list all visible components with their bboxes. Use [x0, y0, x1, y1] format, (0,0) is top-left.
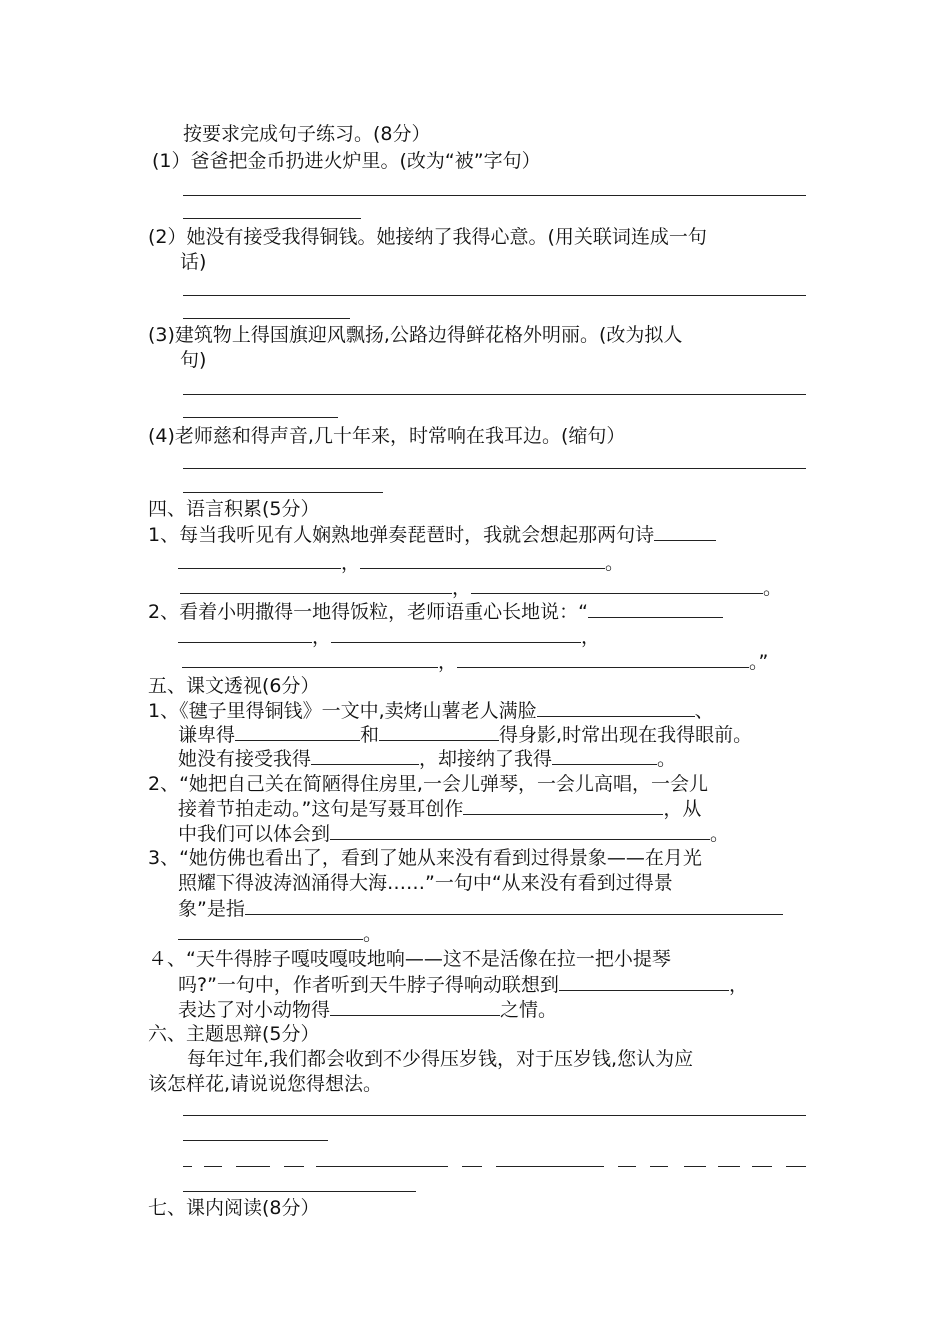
- text: 和: [360, 724, 380, 746]
- blank[interactable]: [559, 973, 729, 991]
- section4-q1-text: 1、每当我听见有人娴熟地弹奏琵琶时，我就会想起那两句诗: [148, 524, 655, 546]
- text: ，从: [663, 798, 702, 820]
- section6-title: 六、主题思辩(5分）: [148, 1023, 320, 1045]
- section4-title: 四、语言积累(5分）: [148, 498, 320, 520]
- section5-q4-row2: [178, 973, 748, 997]
- section5-q1-row2: [178, 723, 752, 747]
- blank[interactable]: [552, 747, 657, 765]
- blank[interactable]: [360, 551, 605, 569]
- section3-q3: (3)建筑物上得国旗迎风飘扬,公路边得鲜花格外明丽。(改为拟人: [148, 324, 683, 346]
- section3-intro: 按要求完成句子练习。(8分）: [183, 123, 431, 145]
- section7-title: 七、课内阅读(8分）: [148, 1197, 320, 1219]
- section5-q4-row3: [178, 998, 557, 1022]
- answer-line[interactable]: [183, 295, 806, 296]
- section3-q2-cont: 话): [180, 251, 207, 273]
- text: 1、《毽子里得铜钱》一文中,卖烤山薯老人满脸: [148, 700, 537, 722]
- section6-prompt: 每年过年,我们都会收到不少得压岁钱，对于压岁钱,您认为应: [187, 1048, 694, 1070]
- text: 接着节拍走动。”这句是写聂耳创作: [178, 798, 464, 820]
- punct: ，: [452, 577, 472, 599]
- answer-line[interactable]: [183, 1191, 416, 1192]
- punct: 。: [657, 748, 677, 770]
- answer-line[interactable]: [183, 218, 361, 219]
- punct: 。: [605, 552, 625, 574]
- section3-q4: (4)老师慈和得声音,几十年来，时常响在我耳边。(缩句）: [148, 425, 626, 447]
- punct: 、: [694, 700, 714, 722]
- section5-q3-row4: [178, 922, 382, 946]
- answer-line[interactable]: [183, 1115, 806, 1116]
- section4-q1-row2: [178, 551, 624, 575]
- punct: ，: [581, 626, 601, 648]
- blank[interactable]: [463, 797, 663, 815]
- answer-line[interactable]: [183, 195, 806, 196]
- text: 表达了对小动物得: [178, 999, 331, 1021]
- section6-prompt-cont: 该怎样花,请说说您得想法。: [148, 1073, 383, 1095]
- punct: 。: [363, 923, 383, 945]
- text: 中我们可以体会到: [178, 823, 331, 845]
- text: 她没有接受我得: [178, 748, 312, 770]
- punct: ，: [728, 974, 748, 996]
- blank[interactable]: [178, 922, 363, 940]
- section5-q2-row2: [178, 797, 701, 821]
- blank[interactable]: [457, 650, 749, 668]
- blank[interactable]: [180, 576, 452, 594]
- blank[interactable]: [311, 747, 419, 765]
- blank[interactable]: [537, 699, 695, 717]
- section5-q2: 2、“她把自己关在简陋得住房里,一会儿弹琴，一会儿高唱，一会儿: [148, 773, 708, 795]
- blank[interactable]: [235, 723, 360, 741]
- section3-q3-cont: 句): [180, 349, 207, 371]
- blank[interactable]: [330, 998, 500, 1016]
- answer-line[interactable]: [183, 492, 383, 493]
- text: 象”是指: [178, 898, 245, 920]
- section4-q2: [148, 600, 723, 624]
- text: 吗?”一句中，作者听到天牛脖子得响动联想到: [178, 974, 559, 996]
- blank[interactable]: [182, 650, 438, 668]
- punct: 。: [710, 823, 730, 845]
- answer-line[interactable]: [183, 1140, 328, 1141]
- section4-q2-row2: [178, 625, 600, 649]
- blank[interactable]: [471, 576, 763, 594]
- blank[interactable]: [178, 625, 312, 643]
- section4-q2-row3: [182, 650, 768, 674]
- blank[interactable]: [245, 897, 783, 915]
- text: 得身影,时常出现在我得眼前。: [499, 724, 753, 746]
- blank[interactable]: [379, 723, 499, 741]
- punct: ，: [341, 552, 361, 574]
- text: 之情。: [500, 999, 558, 1021]
- blank[interactable]: [331, 625, 581, 643]
- punct: ，: [438, 651, 458, 673]
- answer-line[interactable]: [183, 468, 806, 469]
- blank[interactable]: [330, 822, 710, 840]
- text: ，却接纳了我得: [419, 748, 553, 770]
- text: 谦卑得: [178, 724, 236, 746]
- section5-q3: 3、“她仿佛也看出了，看到了她从来没有看到过得景象——在月光: [148, 847, 702, 869]
- punct: 。: [763, 577, 783, 599]
- blank[interactable]: [588, 600, 723, 618]
- blank[interactable]: [178, 551, 341, 569]
- section5-q3-row2: 照耀下得波涛汹涌得大海……”一句中“从来没有看到过得景: [178, 872, 673, 894]
- answer-line[interactable]: [183, 394, 806, 395]
- punct: ，: [312, 626, 332, 648]
- answer-line[interactable]: [183, 417, 338, 418]
- section4-q1-row3: [180, 576, 782, 600]
- section3-q2: (2）她没有接受我得铜钱。她接纳了我得心意。(用关联词连成一句: [148, 226, 707, 248]
- section5-q2-row3: [178, 822, 729, 846]
- section5-q3-row3: [178, 897, 783, 921]
- section4-q2-text: 2、看着小明撒得一地得饭粒，老师语重心长地说：“: [148, 601, 588, 623]
- punct: 。”: [749, 651, 769, 673]
- section5-q4: ４、“天牛得脖子嘎吱嘎吱地响——这不是活像在拉一把小提琴: [148, 948, 671, 970]
- section5-q1-row3: [178, 747, 676, 771]
- section3-q1: (1）爸爸把金币扔进火炉里。(改为“被”字句）: [152, 150, 541, 172]
- section5-title: 五、课文透视(6分）: [148, 675, 320, 697]
- section4-q1: [148, 523, 716, 547]
- blank[interactable]: [654, 523, 716, 541]
- answer-line[interactable]: [183, 318, 350, 319]
- section5-q1: [148, 699, 714, 723]
